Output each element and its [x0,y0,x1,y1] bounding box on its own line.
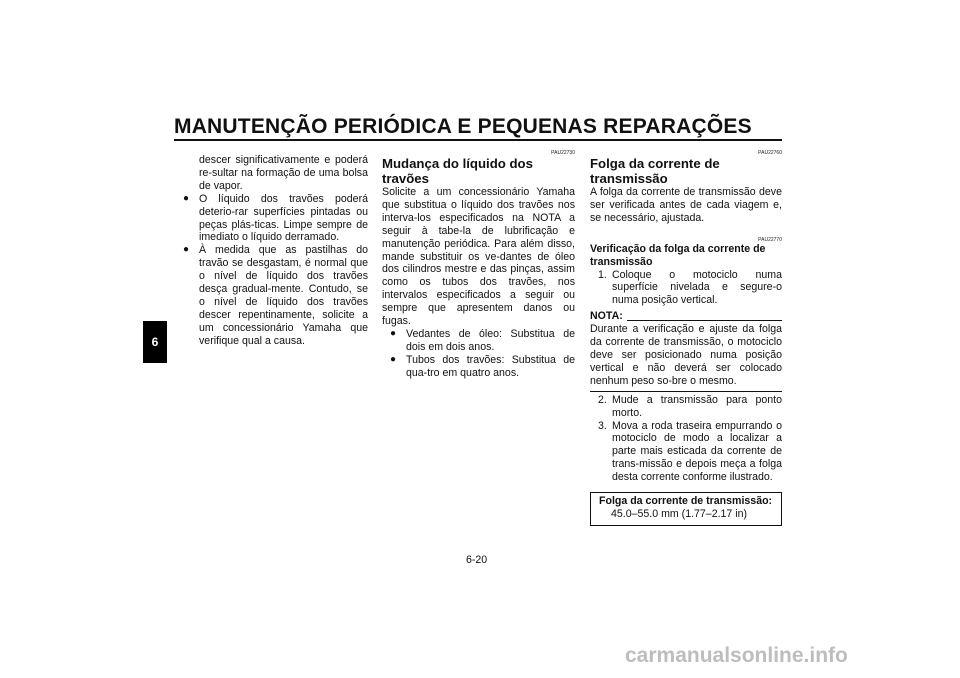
spec-title: Folga da corrente de transmissão: [599,495,773,508]
column-1 [183,154,368,348]
section-code: PAU22760 [758,150,782,156]
section-code: PAU22730 [551,150,575,156]
bullet-text: Vedantes de óleo: Substitua de dois em dois anos. [406,327,575,353]
title-rule [174,139,782,141]
bullet-text: O líquido dos travões poderá deterio-rar superfícies pintadas ou peças plás-ticas. Limpe sempre de imediato o líquido derramado. [199,192,368,244]
list-item [390,354,575,380]
list-item [183,193,368,245]
list-item [390,328,575,354]
column-2 [382,150,575,380]
section-heading: Mudança do líquido dos travões [382,156,533,186]
note-end-rule [590,391,782,392]
continued-text: descer significativamente e poderá re-sultar na formação de uma bolsa de vapor. [199,154,368,192]
step-text: Mude a transmissão para ponto morto. [612,393,782,419]
bullet-text: Tubos dos travões: Substitua de qua-tro em quatro anos. [406,353,575,379]
page-title: MANUTENÇÃO PERIÓDICA E PEQUENAS REPARAÇÕES [174,115,752,138]
spec-box [590,492,782,526]
step-number: 3. [598,419,607,432]
step-number: 2. [598,393,607,406]
chapter-tab: 6 [143,321,167,363]
column-3 [590,150,782,526]
section-intro: A folga da corrente de transmissão deve ser verificada antes de cada viagem e, se necessário, ajustada. [590,186,782,224]
bullet-icon: ● [183,244,190,256]
page-number: 6-20 [466,554,488,566]
bullet-icon: ● [390,353,397,365]
bullet-icon: ● [390,327,397,339]
section-heading: Folga da corrente de transmissão [590,156,720,186]
step-text: Mova a roda traseira empurrando o motociclo de modo a localizar a parte mais esticada da corrente de trans-missão e depois meça a folga desta corrente conforme ilustrado. [612,419,782,484]
bullet-text: À medida que as pastilhas do travão se desgastam, é normal que o nível de líquido dos travões desça gradual-mente. Contudo, se o nível de líquido dos travões descer repentinamente, solicite a um concessionário Yamaha que verifique qual a causa. [199,244,368,347]
list-item [183,244,368,347]
spec-value: 45.0–55.0 mm (1.77–2.17 in) [611,507,748,520]
note-header [590,310,782,323]
step-item [590,394,782,420]
step-item [590,269,782,308]
step-item [590,420,782,485]
subsection-heading: Verificação da folga da corrente de transmissão [590,242,766,268]
section-code: PAU22770 [758,236,782,243]
bullet-icon: ● [183,192,190,204]
note-rule [627,320,782,321]
section-body: Solicite a um concessionário Yamaha que substitua o líquido dos travões nos interva-los especificados na NOTA a seguir à tabe-la de lubrificação e manutenção periódica. Para além disso, mande substituir os ve-dantes de óleo dos cilindros mestre e das pinças, assim como os tubos dos travões, nos intervalos especificados a seguir ou sempre que apresentem danos ou fugas. [382,186,575,328]
step-text: Coloque o motociclo numa superfície nivelada e segure-o numa posição vertical. [612,268,782,307]
footer-watermark: carmanualsonline.info [625,644,848,667]
step-number: 1. [598,268,607,281]
note-text: Durante a verificação e ajuste da folga da corrente de transmissão, o motociclo deve ser posicionado numa posição vertical e não deverá ser colocado nenhum peso so-bre o mesmo. [590,323,782,387]
note-label: NOTA: [590,310,623,323]
